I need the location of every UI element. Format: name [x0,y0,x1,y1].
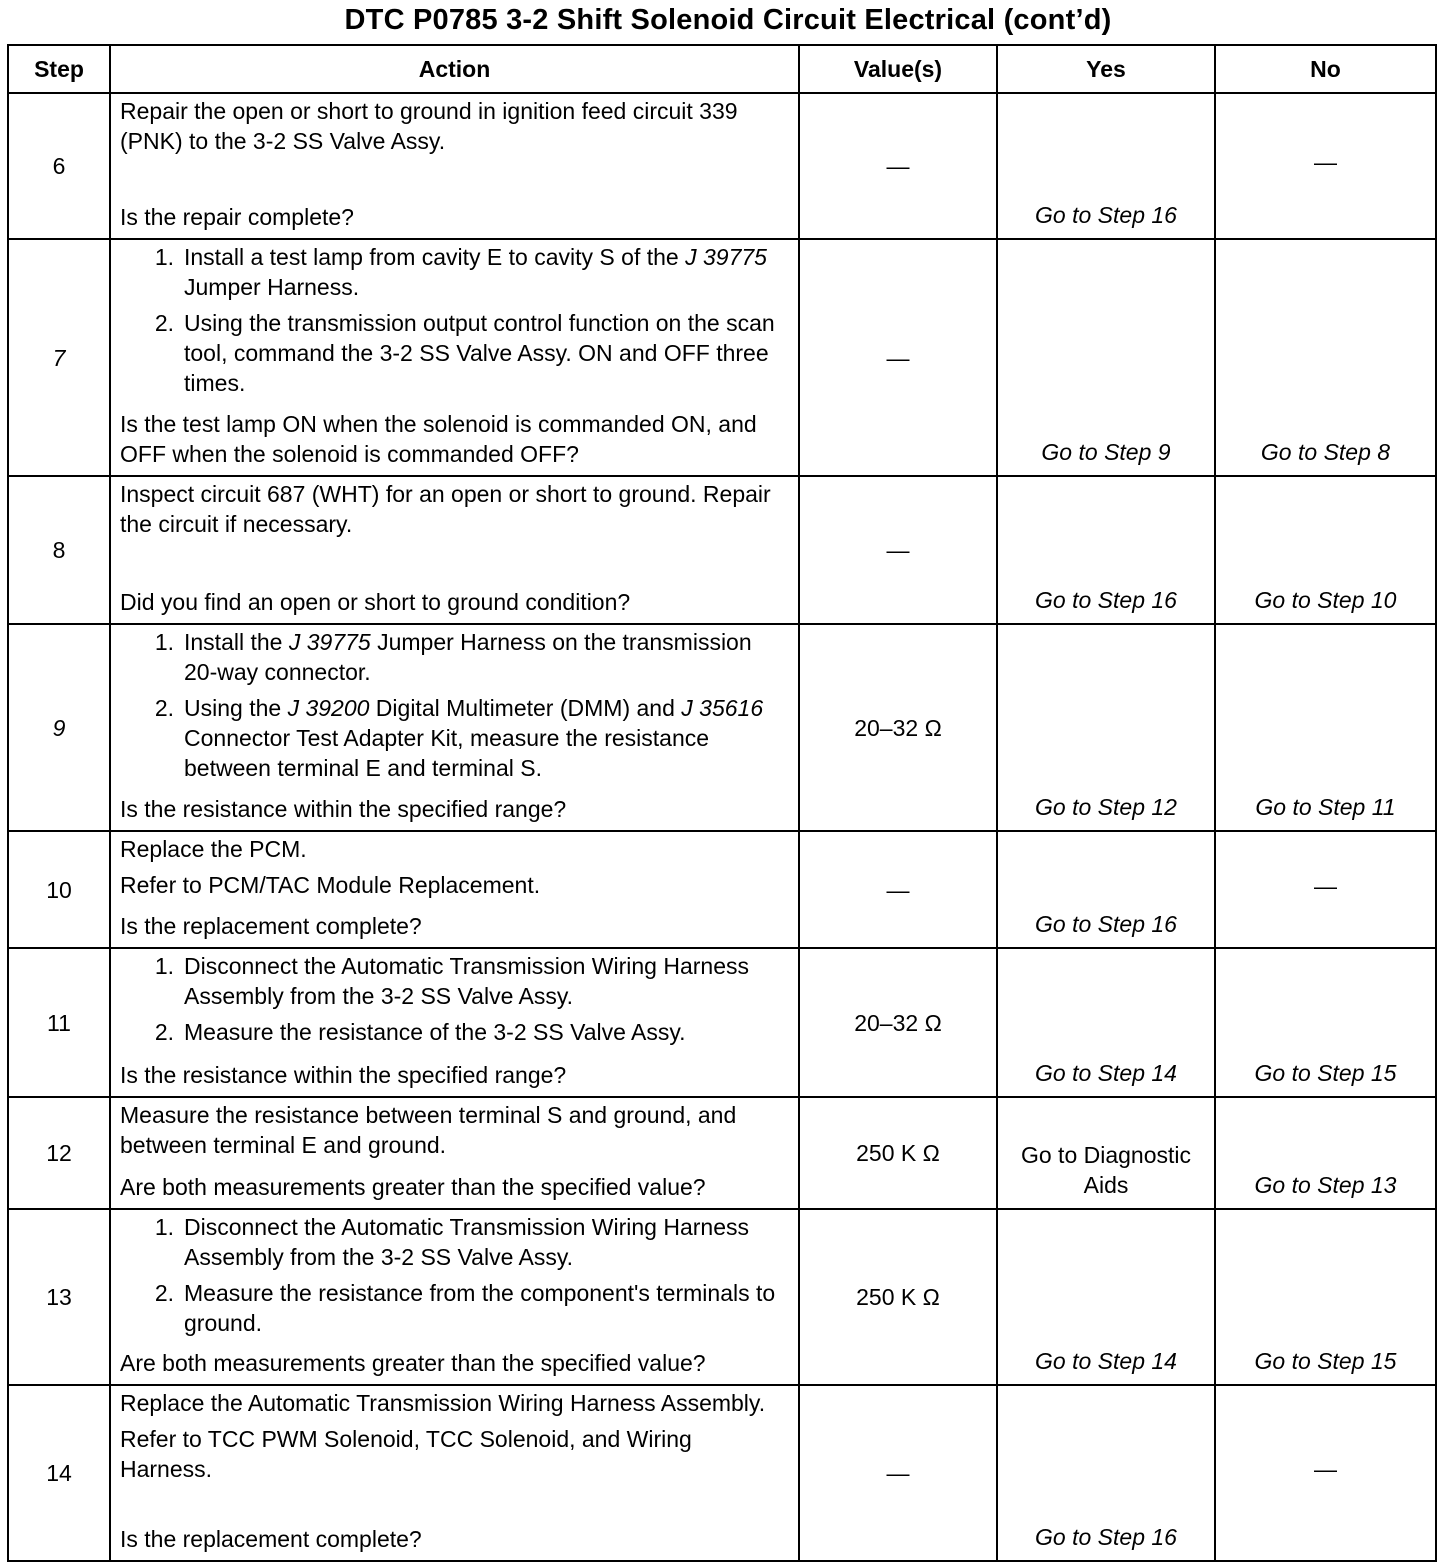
goto-step-link[interactable]: Go to Step 10 [1254,587,1397,613]
action-steps-list [120,627,790,783]
action-text-part: Digital Multimeter (DMM) and [369,695,682,721]
table-row [8,624,1436,831]
action-content [120,242,790,469]
header-step: Step [8,45,110,93]
action-text-part: Disconnect the Automatic Transmission Wiring Harness Assembly from the 3-2 SS Valve Assy. [184,953,749,1009]
action-question: Are both measurements greater than the specified value? [120,1350,706,1376]
action-text: Refer to PCM/TAC Module Replacement. [120,872,541,898]
step-number: 7 [8,239,110,476]
action-step-number: 2. [154,1280,174,1306]
action-step-text [184,242,790,302]
action-instructions [120,1212,790,1344]
step-number: 11 [8,948,110,1097]
action-step-text [184,1017,790,1047]
action-question: Is the resistance within the specified range? [120,1062,567,1088]
value-cell: — [799,93,997,239]
action-text: Inspect circuit 687 (WHT) for an open or short to ground. Repair the circuit if necessary. [120,481,771,537]
action-content [120,1388,790,1554]
action-step-item [120,627,790,687]
goto-step-link[interactable]: Go to Step 15 [1254,1348,1397,1374]
step-number: 13 [8,1209,110,1385]
no-result: — [1314,149,1337,175]
action-text-part: Jumper Harness. [184,274,360,300]
action-text: Measure the resistance between terminal S and ground, and between terminal E and ground. [120,1102,737,1158]
action-content [120,479,790,617]
value-cell: 250 K Ω [799,1209,997,1385]
value-cell: — [799,1385,997,1561]
action-question: Are both measurements greater than the specified value? [120,1174,706,1200]
action-text: Replace the PCM. [120,836,307,862]
header-yes: Yes [997,45,1215,93]
action-content [120,1212,790,1378]
yes-cell [997,948,1215,1097]
yes-cell [997,831,1215,948]
action-step-item [120,951,790,1011]
action-content [120,627,790,824]
action-text-part: Connector Test Adapter Kit, measure the resistance between terminal E and terminal S. [184,725,710,781]
value-cell: 20–32 Ω [799,624,997,831]
yes-cell [997,1209,1215,1385]
goto-step-link[interactable]: Go to Step 16 [1035,587,1177,613]
no-cell [1215,624,1436,831]
action-step-number: 1. [154,1214,174,1240]
action-instructions [120,242,790,404]
yes-cell [997,1097,1215,1209]
action-instructions [120,834,790,900]
step-number: 6 [8,93,110,239]
action-text: Replace the Automatic Transmission Wiring Harness Assembly. [120,1390,766,1416]
action-step-item [120,1017,790,1047]
action-step-number: 1. [154,953,174,979]
action-question: Is the test lamp ON when the solenoid is commanded ON, and OFF when the solenoid is commanded OFF? [120,411,757,467]
table-row [8,476,1436,624]
yes-cell [997,624,1215,831]
action-step-text [184,693,790,783]
table-row [8,93,1436,239]
action-step-item [120,308,790,398]
table-row [8,1385,1436,1561]
action-cell [110,1209,799,1385]
tool-reference: J 39200 [287,695,370,721]
no-cell [1215,1385,1436,1561]
value-cell: — [799,239,997,476]
action-text-part: Disconnect the Automatic Transmission Wiring Harness Assembly from the 3-2 SS Valve Assy. [184,1214,749,1270]
action-instructions [120,1100,790,1160]
no-result: — [1314,1456,1337,1482]
action-step-number: 1. [154,244,174,270]
yes-result: Go to Diagnostic Aids [1020,1142,1192,1198]
action-step-number: 1. [154,629,174,655]
value-cell: — [799,831,997,948]
action-step-number: 2. [154,695,174,721]
action-cell [110,831,799,948]
yes-cell [997,1385,1215,1561]
yes-cell [997,239,1215,476]
action-instructions [120,96,790,156]
action-cell [110,948,799,1097]
goto-step-link[interactable]: Go to Step 16 [1035,1524,1177,1550]
tool-reference: J 35616 [681,695,764,721]
table-row [8,948,1436,1097]
action-steps-list [120,951,790,1047]
action-content [120,1100,790,1202]
action-step-text [184,308,790,398]
goto-step-link[interactable]: Go to Step 13 [1254,1172,1397,1198]
goto-step-link[interactable]: Go to Step 15 [1254,1060,1397,1086]
action-content [120,96,790,232]
action-steps-list [120,1212,790,1338]
value-cell: — [799,476,997,624]
goto-step-link[interactable]: Go to Step 14 [1035,1348,1177,1374]
header-no: No [1215,45,1436,93]
tool-reference: J 39775 [685,244,767,270]
value-cell: 20–32 Ω [799,948,997,1097]
no-cell [1215,476,1436,624]
action-step-text [184,627,790,687]
action-cell [110,1385,799,1561]
action-question: Is the resistance within the specified range? [120,796,567,822]
action-step-text [184,951,790,1011]
action-content [120,834,790,941]
action-text-part: Using the [184,695,288,721]
no-cell [1215,239,1436,476]
action-question: Is the replacement complete? [120,913,422,939]
no-result: — [1314,872,1337,899]
goto-step-link[interactable]: Go to Step 12 [1035,794,1177,820]
action-text-part: Measure the resistance of the 3-2 SS Valve Assy. [184,1019,686,1045]
action-step-text [184,1212,790,1272]
action-cell [110,239,799,476]
action-instructions [120,1388,790,1484]
header-action: Action [110,45,799,93]
step-number: 8 [8,476,110,624]
goto-step-link[interactable]: Go to Step 9 [1041,439,1171,465]
action-step-item [120,242,790,302]
table-header-row [8,45,1436,93]
step-number: 12 [8,1097,110,1209]
goto-step-link[interactable]: Go to Step 11 [1255,794,1396,820]
no-cell [1215,948,1436,1097]
action-text: Refer to TCC PWM Solenoid, TCC Solenoid, and Wiring Harness. [120,1426,692,1482]
action-steps-list [120,242,790,398]
action-step-number: 2. [154,310,174,336]
action-question: Did you find an open or short to ground condition? [120,589,631,615]
action-question: Is the replacement complete? [120,1526,422,1552]
goto-step-link[interactable]: Go to Step 14 [1035,1060,1177,1086]
no-cell [1215,93,1436,239]
yes-cell [997,476,1215,624]
goto-step-link[interactable]: Go to Step 16 [1035,202,1177,228]
action-step-item [120,1278,790,1338]
action-step-item [120,693,790,783]
table-row [8,1209,1436,1385]
action-question: Is the repair complete? [120,204,354,230]
action-text-part: Using the transmission output control function on the scan tool, command the 3-2 SS Valve Assy. ON and OFF three times. [184,310,775,396]
action-instructions [120,479,790,539]
header-values: Value(s) [799,45,997,93]
step-number: 9 [8,624,110,831]
action-text: Repair the open or short to ground in ignition feed circuit 339 (PNK) to the 3-2 SS Valve Assy. [120,98,738,154]
action-step-item [120,1212,790,1272]
page-title: DTC P0785 3-2 Shift Solenoid Circuit Electrical (cont’d) [344,4,1112,36]
action-cell [110,93,799,239]
action-instructions [120,951,790,1053]
step-number: 10 [8,831,110,948]
action-content [120,951,790,1090]
action-instructions [120,627,790,789]
table-row [8,831,1436,948]
no-cell [1215,1209,1436,1385]
yes-cell [997,93,1215,239]
action-text-part: Install a test lamp from cavity E to cavity S of the [184,244,686,270]
no-cell [1215,1097,1436,1209]
goto-step-link[interactable]: Go to Step 16 [1035,911,1177,937]
table-row [8,1097,1436,1209]
action-text-part: Install the [184,629,289,655]
action-text-part: Jumper Harness on the transmission 20-way connector. [184,629,752,685]
step-number: 14 [8,1385,110,1561]
action-text-part: Measure the resistance from the component's terminals to ground. [184,1280,776,1336]
tool-reference: J 39775 [288,629,371,655]
action-step-text [184,1278,790,1338]
action-step-number: 2. [154,1019,174,1045]
table-row [8,239,1436,476]
value-cell: 250 K Ω [799,1097,997,1209]
action-cell [110,476,799,624]
no-cell [1215,831,1436,948]
goto-step-link[interactable]: Go to Step 8 [1260,439,1391,465]
action-cell [110,624,799,831]
diagnostic-table [7,44,1437,1562]
action-cell [110,1097,799,1209]
